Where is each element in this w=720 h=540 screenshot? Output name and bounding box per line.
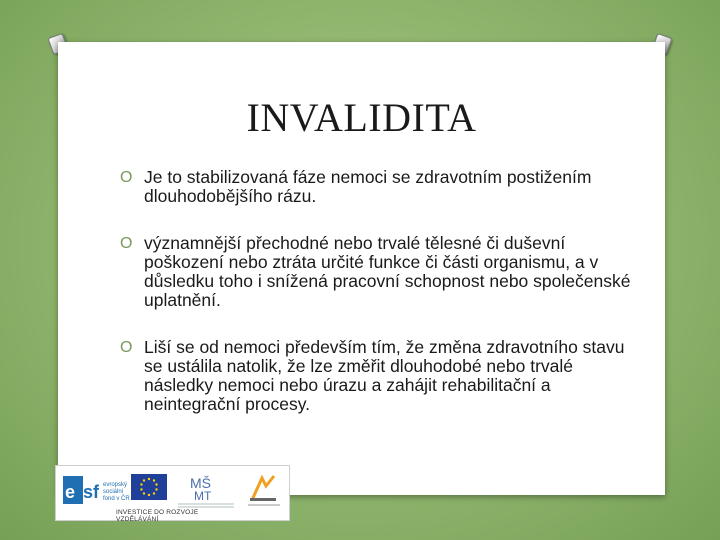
logo-caption: INVESTICE DO ROZVOJE VZDĚLÁVÁNÍ [116,509,199,523]
bullet-text: Je to stabilizovaná fáze nemoci se zdravotním postižením dlouhodobějšího rázu. [144,167,592,206]
svg-text:MŠ: MŠ [190,475,211,491]
slide-title: INVALIDITA [246,95,477,140]
bullet-marker-icon: O [120,339,133,356]
funding-logos-strip [55,465,290,521]
svg-text:fond v ČR: fond v ČR [103,496,130,502]
slide-card [58,42,665,495]
svg-text:sociální: sociální [103,489,124,495]
bullet-marker-icon: O [120,169,133,186]
svg-text:MT: MT [194,489,212,503]
msmt-logo-icon [176,470,236,510]
bullet-item [118,338,638,414]
bullet-text: Liší se od nemoci především tím, že změna zdravotního stavu se ustálila natolik, že lze změřit dlouhodobé nebo trvalé následky nemoci nebo úrazu a zahájit rehabilitační a neintegrační procesy. [144,337,625,414]
op-vk-logo-icon [244,470,284,510]
bullet-marker-icon: O [120,235,133,252]
bullet-list [118,168,638,414]
bullet-item [118,168,638,206]
svg-text:e: e [65,482,76,502]
svg-text:evropský: evropský [103,482,128,488]
bullet-item [118,234,638,310]
esf-logo-icon [61,472,130,508]
svg-text:sf: sf [83,482,100,502]
eu-flag-icon [131,474,167,500]
bullet-text: významnější přechodné nebo trvalé tělesné či duševní poškození nebo ztráta určité funkce či části organismu, a v důsledku toho i snížená pracovní schopnost nebo společenské uplatnění. [144,233,631,310]
